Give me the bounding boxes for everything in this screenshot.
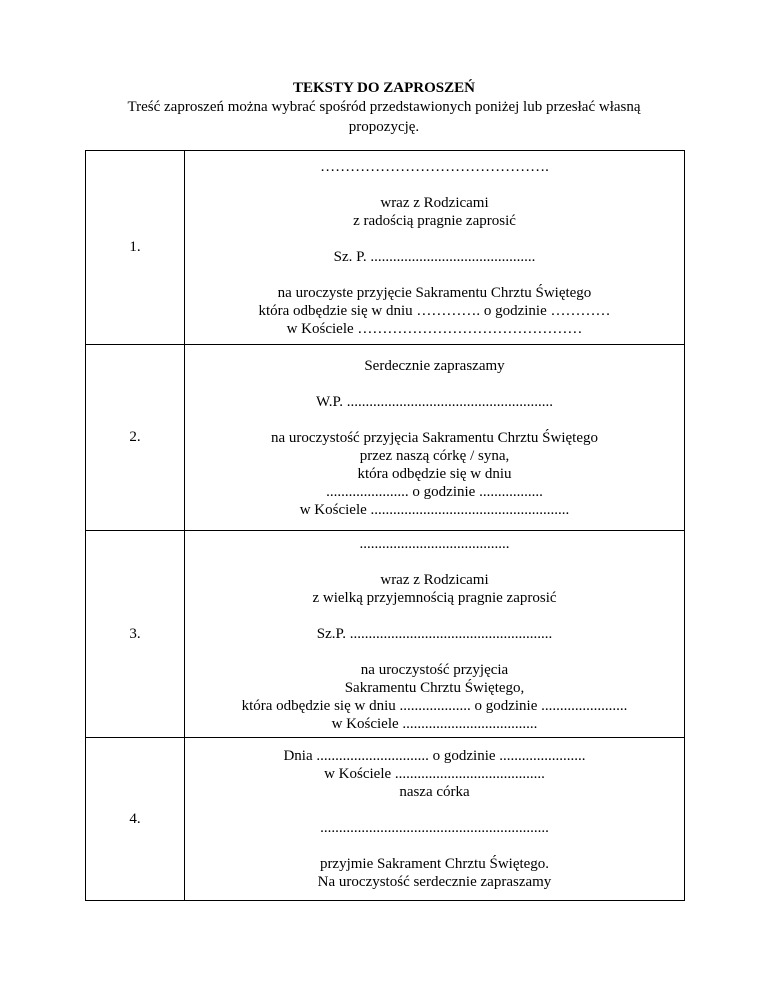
invitation-line: która odbędzie się w dniu ................... o godzinie ....................... [241,698,628,714]
invitation-line: nasza córka [399,784,470,800]
invitation-line: ........................................ [359,536,510,552]
invitation-line: przyjmie Sakrament Chrztu Świętego. [319,856,550,872]
invitation-line: Sz.P. ...................................................... [316,626,553,642]
invitation-line: Sz. P. ............................................ [333,248,536,265]
invitation-text [185,738,685,901]
invitation-number: 3. [86,531,185,738]
invitation-line: wraz z Rodzicami [380,194,489,211]
blank-line [185,176,684,194]
invitation-text [185,531,685,738]
invitation-line: w Kościele ……………………………………… [286,320,583,337]
invitation-number: 4. [86,738,185,901]
blank-line [185,607,684,625]
blank-line [185,411,684,429]
invitation-line: ............................................................. [320,820,549,836]
invitation-line: która odbędzie się w dniu …………. o godzinie ………… [258,302,611,319]
invitation-line: wraz z Rodzicami [380,572,489,588]
invitations-table [85,150,685,901]
invitation-text [185,345,685,531]
invitation-line: na uroczyste przyjęcie Sakramentu Chrztu Świętego [277,284,592,301]
invitation-line: Dnia .............................. o godzinie ....................... [283,748,586,764]
invitation-number: 1. [86,151,185,345]
invitation-line: ...................... o godzinie ................. [326,483,543,500]
invitation-line: która odbędzie się w dniu [357,465,512,482]
page-subtitle: Treść zaproszeń można wybrać spośród przedstawionych poniżej lub przesłać własną propozycję. [127,99,641,135]
invitation-row [86,345,685,531]
invitation-row [86,738,685,901]
invitation-line: na uroczystość przyjęcia [360,662,509,678]
blank-line [185,230,684,248]
invitation-line: w Kościele .................................... [331,716,538,732]
invitation-line: w Kościele ..................................................... [299,501,570,518]
invitation-line: Sakramentu Chrztu Świętego, [344,680,525,696]
invitation-line: ………………………………………. [320,158,549,175]
invitation-line: Serdecznie zapraszamy [364,357,505,374]
invitation-text [185,151,685,345]
blank-line [185,837,684,855]
page-title: TEKSTY DO ZAPROSZEŃ [293,80,475,96]
invitation-number: 2. [86,345,185,531]
blank-line [185,553,684,571]
invitation-line: przez naszą córkę / syna, [359,447,510,464]
blank-line [185,266,684,284]
invitation-row [86,151,685,345]
blank-line [185,375,684,393]
invitation-row [86,531,685,738]
invitation-line: na uroczystość przyjęcia Sakramentu Chrztu Świętego [271,429,598,446]
invitation-line: W.P. ....................................................... [316,393,553,410]
invitation-line: w Kościele ........................................ [324,766,545,782]
invitation-line: Na uroczystość serdecznie zapraszamy [317,874,552,890]
blank-line [185,801,684,819]
invitation-line: z wielką przyjemnością pragnie zaprosić [312,590,557,606]
invitation-line: z radością pragnie zaprosić [353,212,516,229]
blank-line [185,643,684,661]
